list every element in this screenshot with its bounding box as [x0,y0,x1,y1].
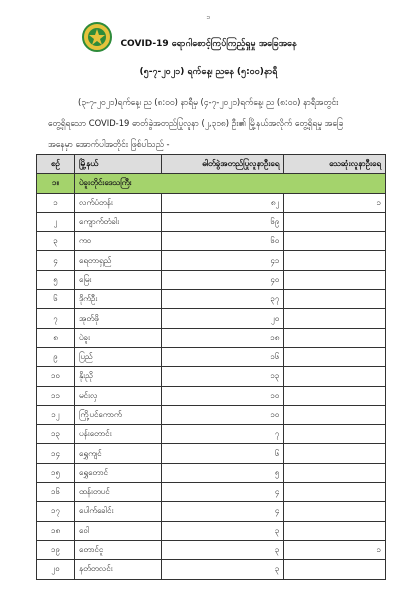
row-no: ၂၀ [37,560,75,579]
row-deaths [284,425,386,444]
row-confirmed: ၅ [162,463,284,482]
row-no: ၁၅ [37,463,75,482]
table-row [37,540,386,559]
region-no: ၁။ [37,174,75,193]
header-no: စဉ် [37,155,75,174]
row-confirmed: ၃၇ [162,290,284,309]
row-no: ၉ [37,347,75,366]
region-row [37,174,386,193]
row-deaths [284,463,386,482]
row-confirmed: ၃ [162,521,284,540]
row-confirmed: ၄၁ [162,251,284,270]
row-township: ရွှေကျင် [74,444,161,463]
row-deaths: ၁ [284,193,386,212]
row-no: ၇ [37,309,75,328]
row-no: ၁၃ [37,425,75,444]
row-confirmed: ၁၆ [162,347,284,366]
row-no: ၂ [37,212,75,231]
row-township: ပေါက်ခေါင်း [74,502,161,521]
row-township: ကဝ [74,232,161,251]
header-township: မြို့နယ် [74,155,161,174]
row-no: ၁၀ [37,367,75,386]
table-header-row [37,155,386,174]
row-confirmed: ၁၀ [162,386,284,405]
row-deaths [284,347,386,366]
table-row [37,405,386,424]
table-row [37,483,386,502]
row-no: ၁၆ [37,483,75,502]
row-township: မင်းလှ [74,386,161,405]
row-deaths [284,367,386,386]
row-confirmed: ၆၀ [162,232,284,251]
row-township: ရွှေတောင် [74,463,161,482]
row-deaths [284,251,386,270]
report-date: (၅-၇-၂၀၂၁) ရက်နေ့၊ ညနေ (၅:၀၀)နာရီ [139,67,278,77]
report-title: COVID-19 ရောဂါစောင့်ကြပ်ကြည့်ရှုမှု အခြေအနေ [120,39,297,49]
row-confirmed: ၁၀ [162,405,284,424]
row-deaths: ၁ [284,540,386,559]
row-township: ပန်းတောင်း [74,425,161,444]
table-row [37,232,386,251]
row-no: ၁၈ [37,521,75,540]
row-deaths [284,270,386,289]
row-confirmed: ၄ [162,502,284,521]
row-deaths [284,560,386,579]
row-deaths [284,212,386,231]
region-name: ပဲခူးတိုင်းဒေသကြီး [74,174,385,193]
row-confirmed: ၈၂ [162,193,284,212]
row-deaths [284,290,386,309]
table-row [37,444,386,463]
table-row [37,502,386,521]
row-township: ဝေါ [74,521,161,540]
row-township: ထန်းတပင် [74,483,161,502]
row-confirmed: ၆ [162,444,284,463]
row-deaths [284,405,386,424]
table-row [37,309,386,328]
row-township: အုတ်ဖို [74,309,161,328]
row-township: တောင်ငူ [74,540,161,559]
table-row [37,328,386,347]
table-row [37,251,386,270]
row-deaths [284,309,386,328]
row-confirmed: ၆၉ [162,212,284,231]
row-no: ၅ [37,270,75,289]
row-township: မြေး [74,270,161,289]
row-no: ၁၂ [37,405,75,424]
row-township: ရေတာရှည် [74,251,161,270]
row-confirmed: ၇ [162,425,284,444]
row-confirmed: ၃ [162,540,284,559]
row-no: ၆ [37,290,75,309]
row-no: ၃ [37,232,75,251]
row-deaths [284,483,386,502]
row-township: နတ်တလင်း [74,560,161,579]
intro-line-2: တွေ့ရှိရသော COVID-19 ဓာတ်ခွဲအတည်ပြုလူနာ (၂,၃၁၈) ဦး၏ မြို့နယ်အလိုက် တွေ့ရှိရမှု အခြေ [48,118,344,128]
table-row [37,270,386,289]
row-confirmed: ၁၈ [162,328,284,347]
table-row [37,193,386,212]
table-row [37,521,386,540]
row-deaths [284,328,386,347]
page-number: ၁ [206,13,211,21]
row-confirmed: ၂၀ [162,309,284,328]
table-row [37,367,386,386]
row-no: ၄ [37,251,75,270]
row-confirmed: ၄၀ [162,270,284,289]
row-township: ပြည် [74,347,161,366]
table-row [37,463,386,482]
cases-table [36,154,386,580]
row-deaths [284,521,386,540]
intro-line-3: အနေမှာ အောက်ပါအတိုင်း ဖြစ်ပါသည် - [48,139,170,149]
row-no: ၁၄ [37,444,75,463]
row-township: ကြို့ပင်ကောက် [74,405,161,424]
row-no: ၈ [37,328,75,347]
row-township: ပဲခူး [74,328,161,347]
row-deaths [284,386,386,405]
row-no: ၁ [37,193,75,212]
table-row [37,212,386,231]
header-deaths: သေဆုံးလူနာဦးရေ [284,155,386,174]
header-confirmed: ဓါတ်ခွဲအတည်ပြုလူနာဦးရေ [162,155,284,174]
row-confirmed: ၁၃ [162,367,284,386]
row-confirmed: ၃ [162,560,284,579]
row-township: လက်ပံတန်း [74,193,161,212]
row-no: ၁၇ [37,502,75,521]
row-township: ဒိုက်ဦး [74,290,161,309]
row-township: ကျောက်တံခါး [74,212,161,231]
row-no: ၁၉ [37,540,75,559]
table-row [37,425,386,444]
row-township: နိုးညို [74,367,161,386]
table-row [37,347,386,366]
row-confirmed: ၄ [162,483,284,502]
table-row [37,560,386,579]
row-deaths [284,444,386,463]
row-deaths [284,502,386,521]
row-no: ၁၁ [37,386,75,405]
table-row [37,386,386,405]
table-row [37,290,386,309]
intro-line-1: (၃-၇-၂၀၂၁)ရက်နေ့၊ ည (၈:၀၀) နာရီမှ (၄-၇-၂၀၂၁)ရက်နေ့၊ ည (၈:၀၀) နာရီအတွင်း [78,97,339,107]
row-deaths [284,232,386,251]
